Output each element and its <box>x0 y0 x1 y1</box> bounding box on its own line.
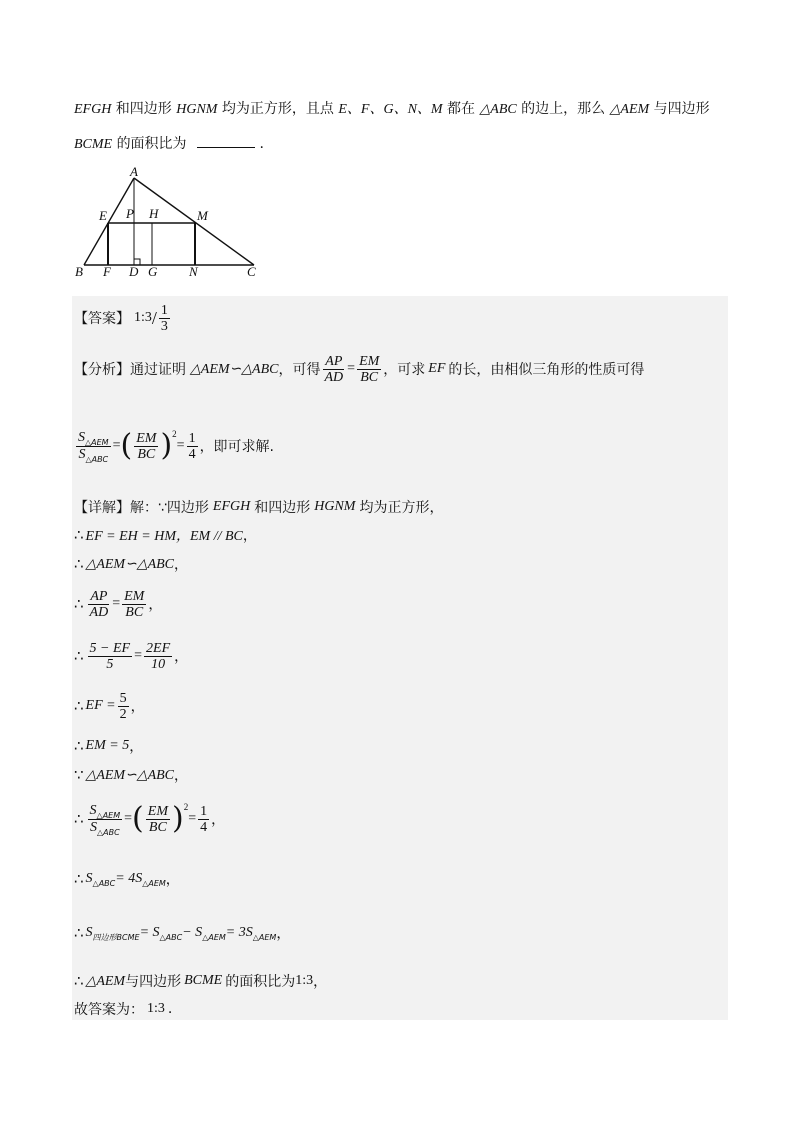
detail-intro <box>74 496 443 518</box>
sub: △AEM <box>252 932 277 942</box>
fraction-ap-ad: $\frac{AP}{AD}$ <box>324 353 344 385</box>
label-g: G <box>148 264 158 279</box>
text: 均为正方形，且点 <box>221 101 334 117</box>
similarity: △AEM∽△ABC <box>85 767 175 783</box>
therefore-symbol: ∴ <box>74 697 84 715</box>
paren-fraction: $\frac{EM}{BC}$ <box>136 430 157 462</box>
because-symbol: ∵ <box>74 766 84 784</box>
text: 与四边形 <box>653 101 710 117</box>
therefore-symbol: ∴ <box>74 870 84 888</box>
text: . <box>167 1001 173 1017</box>
therefore-symbol: ∴ <box>74 595 84 613</box>
question-line-2 <box>74 133 264 153</box>
fraction: $\frac{5}{2}$ <box>119 690 127 722</box>
detail-line-1: ∴ EF = EH = HM，EM // BC ， <box>74 526 257 544</box>
geometry-figure <box>72 162 272 282</box>
therefore-symbol: ∴ <box>74 555 84 573</box>
therefore-symbol: ∴ <box>74 647 84 665</box>
eq: = 4S <box>115 871 143 886</box>
detail-line-4: ∴ $\frac{5 - EF}{5}$ = $\frac{2EF}{10}$ ， <box>74 640 189 672</box>
fraction: $\frac{5 - EF}{5}$ <box>89 640 131 672</box>
therefore-symbol: ∴ <box>74 526 84 544</box>
area-ratio: $\frac{S_{\triangle AEM}}{S_{\triangle ABC}}$ <box>89 802 121 837</box>
sub: 四边形BCME <box>92 932 140 942</box>
text: 解：∵四边形 <box>130 500 209 516</box>
eq: = 3S <box>225 925 253 940</box>
text: 和四边形 <box>115 101 172 117</box>
label-d: D <box>129 264 139 279</box>
area-ratio: $\frac{S_{\triangle AEM}}{S_{\triangle ABC}}$ <box>78 429 109 464</box>
therefore-symbol: ∴ <box>74 737 84 755</box>
s: S <box>85 871 93 886</box>
text: 故答案为： <box>74 1002 144 1018</box>
lhs: EF = <box>85 698 116 713</box>
detail-line-5: ∴ EF = $\frac{5}{2}$ ， <box>74 690 145 722</box>
detail-line-7: ∵ △AEM∽△ABC ， <box>74 766 189 784</box>
final-answer-line <box>74 998 172 1020</box>
text: 与四边形 <box>125 974 182 990</box>
answer-value: 1:3 <box>134 310 152 325</box>
similarity: △AEM∽△ABC <box>85 556 175 572</box>
therefore-symbol: ∴ <box>74 972 84 990</box>
detail-line-6: ∴ EM = 5 ， <box>74 737 144 755</box>
analysis-row-2: $\frac{S_{\triangle AEM}}{S_{\triangle ABC}}$ = ( $\frac{EM}{BC}$ ) 2 = $\frac{1}{4}$ ，即可求解. <box>78 428 275 464</box>
final-value: 1:3 <box>147 1001 165 1016</box>
quad-bcme: BCME <box>184 973 223 988</box>
sub: △AEM <box>142 878 166 888</box>
triangle-aem: △AEM <box>85 973 126 989</box>
text: ，即可求解. <box>199 439 275 455</box>
equation: EM = 5 <box>85 738 130 753</box>
detail-line-8: ∴ $\frac{S_{\triangle AEM}}{S_{\triangle ABC}}$ = ( $\frac{EM}{BC}$ ) 2 = $\frac{1}{4}$ ， <box>74 801 226 837</box>
question-line-1 <box>74 98 710 118</box>
quad-bcme: BCME <box>74 137 113 152</box>
label-m: M <box>197 208 208 223</box>
paren-fraction: $\frac{EM}{BC}$ <box>147 803 168 835</box>
fraction: $\frac{EM}{BC}$ <box>124 588 145 620</box>
equals: = <box>347 361 356 376</box>
minus: − S <box>182 925 203 940</box>
detail-line-11: ∴ △AEM 与四边形 BCME 的面积比为 1:3 ， <box>74 972 328 990</box>
text: 和四边形 <box>254 500 311 516</box>
label-h: H <box>149 206 159 221</box>
label-e: E <box>99 208 107 223</box>
label-b: B <box>75 264 83 279</box>
analysis-tag: 【分析】 <box>74 362 130 378</box>
sub: △AEM <box>202 932 226 942</box>
square-efgh: EFGH <box>74 102 112 117</box>
text: 的边上，那么 <box>521 101 606 117</box>
text: 的长，由相似三角形的性质可得 <box>448 362 645 378</box>
therefore-symbol: ∴ <box>74 924 84 942</box>
sub: △ABC <box>92 878 116 888</box>
detail-tag: 【详解】 <box>74 500 130 516</box>
result-fraction: $\frac{1}{4}$ <box>200 803 208 835</box>
label-n: N <box>189 264 198 279</box>
fraction: $\frac{AP}{AD}$ <box>89 588 109 620</box>
text: 均为正方形， <box>359 500 444 516</box>
ratio-value: 1:3 <box>295 973 314 988</box>
detail-line-9: ∴ S △ABC = 4S △AEM ， <box>74 870 180 888</box>
text: . <box>259 136 264 152</box>
label-c: C <box>247 264 256 279</box>
eq: = S <box>139 925 160 940</box>
sub: △ABC <box>159 932 183 942</box>
text: 的面积比为 <box>116 136 187 152</box>
detail-line-2: ∴ △AEM∽△ABC ， <box>74 555 189 573</box>
label-f: F <box>103 264 111 279</box>
points: E、F、G、N、M <box>338 102 443 117</box>
triangle-aem: △AEM <box>609 102 650 117</box>
answer-tag: 【答案】 <box>74 311 130 327</box>
detail-line-3: ∴ $\frac{AP}{AD}$ = $\frac{EM}{BC}$ ， <box>74 588 163 620</box>
text: ，可得 <box>278 362 321 378</box>
answer-slash: / <box>151 307 157 328</box>
equation: EF = EH = HM，EM // BC <box>85 529 243 544</box>
fraction: $\frac{2EF}{10}$ <box>146 640 171 672</box>
therefore-symbol: ∴ <box>74 810 84 828</box>
similarity: △AEM∽△ABC <box>190 361 279 377</box>
analysis-row-1 <box>74 350 644 388</box>
square-hgnm: HGNM <box>176 102 218 117</box>
power: 2 <box>172 429 177 439</box>
ef: EF <box>428 361 446 376</box>
label-p: P <box>126 206 134 221</box>
text: 的面积比为 <box>225 974 296 990</box>
detail-line-10: ∴ S 四边形BCME = S △ABC − S △AEM = 3S △AEM ， <box>74 924 291 942</box>
result-fraction: $\frac{1}{4}$ <box>188 430 196 462</box>
square-efgh: EFGH <box>212 499 251 514</box>
answer-fraction: $\frac{1}{3}$ <box>160 302 168 334</box>
s: S <box>85 925 93 940</box>
answer-row <box>74 300 172 336</box>
text: 都在 <box>447 101 476 117</box>
text: 通过证明 <box>130 362 186 378</box>
square-hgnm: HGNM <box>314 499 356 514</box>
label-a: A <box>130 164 138 179</box>
answer-blank <box>197 137 255 148</box>
triangle-abc: △ABC <box>479 102 517 117</box>
text: ，可求 <box>383 362 426 378</box>
fraction-em-bc: $\frac{EM}{BC}$ <box>359 353 380 385</box>
